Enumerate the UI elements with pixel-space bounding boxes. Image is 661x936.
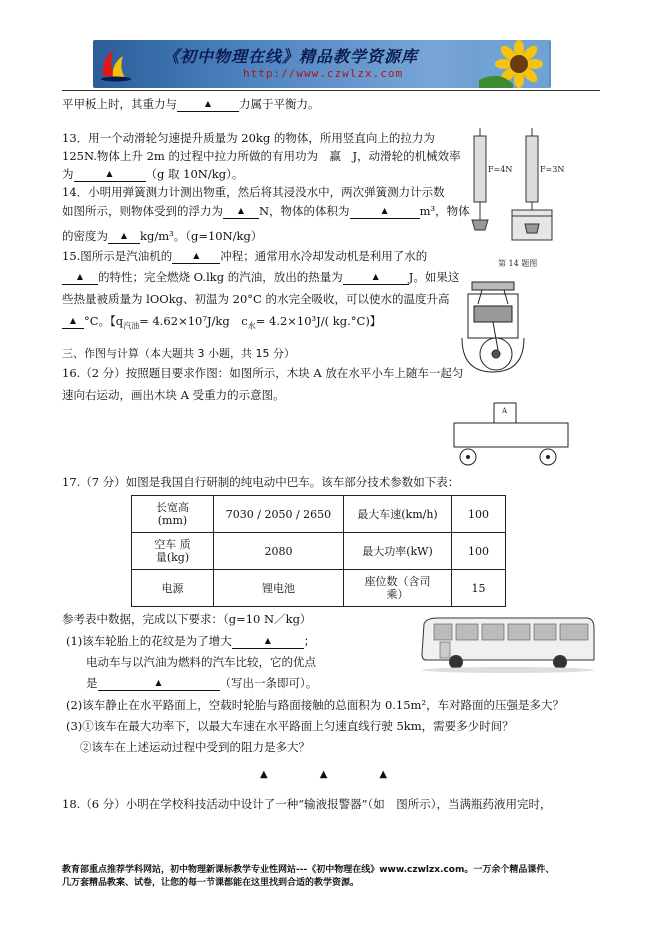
table-row	[132, 533, 506, 570]
site-logo-icon	[99, 46, 133, 82]
answer-blank: ▲	[62, 270, 98, 285]
q14-line-3: 的密度为 ▲ kg/m³。（g=10N/kg）	[62, 229, 263, 243]
q13-line-3: 为 ▲ （g 取 10N/kg）。	[62, 167, 244, 181]
spring-right-label: F=3N	[540, 165, 565, 174]
answer-blank: ▲	[232, 634, 304, 649]
sunflower-image	[479, 40, 549, 88]
answer-markers	[260, 769, 439, 780]
q18-line: 18.（6 分）小明在学校科技活动中设计了一种“输液报警器”（如 图所示），当满瓶药液用完时，	[62, 797, 552, 811]
q14-line-1: 14．小明用弹簧测力计测出物重，然后将其浸没水中，两次弹簧测力计示数	[62, 185, 445, 199]
answer-blank: ▲	[172, 249, 220, 264]
table-row	[132, 496, 506, 533]
answer-blank: ▲	[98, 676, 220, 691]
sub1-line-2: 电动车与以汽油为燃料的汽车比较，它的优点	[86, 655, 316, 669]
triangle-marker: ▲	[319, 769, 328, 780]
spring-left-label: F=4N	[488, 165, 513, 174]
engine-figure	[458, 280, 528, 375]
answer-blank: ▲	[343, 270, 409, 285]
sub1-line-1: (1)该车轮胎上的花纹是为了增大 ▲ ；	[66, 634, 316, 648]
table-cell: 2080	[214, 533, 344, 570]
sub2-line: (2)该车静止在水平路面上，空载时轮胎与路面接触的总面积为 0.15m²，车对路面的压强是多大？	[66, 698, 565, 712]
q15-line-2: ▲ 的特性；完全燃烧 O.lkg 的汽油，放出的热量为 ▲ J。如果这	[62, 270, 459, 285]
table-cell: 最大车速(km/h)	[344, 496, 452, 533]
q15-line-3: 些热量被质量为 lOOkg、初温为 20°C 的水完全吸收，可以使水的温度升高	[62, 292, 450, 306]
site-url: http://www.czwlzx.com	[243, 67, 404, 80]
footer-line-1: 教育部重点推荐学科网站，初中物理新课标教学专业性网站---《初中物理在线》www.czwlzx.com。一万余个精品课件、	[62, 865, 555, 875]
block-label: A	[502, 407, 508, 415]
site-banner	[93, 40, 551, 88]
sub3-line-2: ②该车在上述运动过程中受到的阻力是多大？	[80, 740, 310, 754]
q13-line-1: 13．用一个动滑轮匀速提升质量为 20kg 的物体，所用竖直向上的拉力为	[62, 131, 435, 145]
table-cell: 100	[452, 496, 506, 533]
triangle-marker: ▲	[260, 769, 268, 780]
table-cell: 锂电池	[214, 570, 344, 607]
table-cell: 长宽高 (mm)	[132, 496, 214, 533]
answer-blank: ▲	[62, 314, 84, 329]
table-cell: 电源	[132, 570, 214, 607]
answer-blank: ▲	[223, 204, 259, 219]
q15-line-4: ▲ °C。【$q_{汽油}= 4.62\times 10^7J/kg$ $c_水= 4.2\times 10^3J/$( kg.°C)】	[62, 314, 381, 333]
site-title: 《初中物理在线》精品教学资源库	[163, 47, 419, 66]
table-row	[132, 570, 506, 607]
triangle-marker: ▲	[379, 769, 388, 780]
text-line-1: 平甲板上时，其重力与 ▲ 力属于平衡力。	[62, 97, 320, 111]
answer-blank: ▲	[108, 229, 140, 244]
section-3-heading: 三、作图与计算（本大题共 3 小题，共 15 分）	[62, 347, 295, 360]
table-cell: 空车 质 量(kg)	[132, 533, 214, 570]
spec-table	[131, 495, 506, 607]
q16-line-2: 速向右运动，画出木块 A 受重力的示意图。	[62, 388, 285, 402]
header-rule	[62, 90, 600, 91]
table-cell: 座位数（含司 乘）	[344, 570, 452, 607]
table-cell: 15	[452, 570, 506, 607]
q13-line-2: 125N.物体上升 2m 的过程中拉力所做的有用功为 赢 J，动滑轮的机械效率	[62, 149, 461, 163]
fig14-caption: 第 14 题图	[498, 259, 538, 268]
reference-line: 参考表中数据，完成以下要求：（g=10 N／kg）	[62, 612, 312, 626]
bus-figure	[418, 614, 598, 674]
q16-line-1: 16.（2 分）按照题目要求作图：如图所示，木块 A 放在水平小车上随车一起匀	[62, 366, 464, 380]
footer-line-2: 几万套精品教案、试卷，让您的每一节课都能在这里找到合适的教学资源。	[62, 878, 360, 888]
sub1-line-3: 是 ▲ （写出一条即可）。	[86, 676, 318, 690]
page-footer	[62, 864, 602, 890]
table-cell: 7030 / 2050 / 2650	[214, 496, 344, 533]
sub3-line-1: (3)①该车在最大功率下，以最大车速在水平路面上匀速直线行驶 5km，需要多少时间？	[66, 719, 514, 733]
answer-blank: ▲	[350, 204, 420, 219]
q17-line: 17.（7 分）如图是我国自行研制的纯电动中巴车。该车部分技术参数如下表：	[62, 475, 460, 489]
table-cell: 最大功率(kW)	[344, 533, 452, 570]
spring-scale-figure	[462, 128, 592, 278]
q14-line-2: 如图所示，则物体受到的浮力为 ▲ N，物体的体积为 ▲ m³，物体	[62, 204, 470, 218]
answer-blank: ▲	[177, 97, 239, 112]
table-cell: 100	[452, 533, 506, 570]
q15-line-1: 15.图所示是汽油机的 ▲ 冲程；通常用水冷却发动机是利用了水的	[62, 249, 428, 263]
cart-figure	[452, 401, 572, 471]
answer-blank: ▲	[74, 167, 146, 182]
